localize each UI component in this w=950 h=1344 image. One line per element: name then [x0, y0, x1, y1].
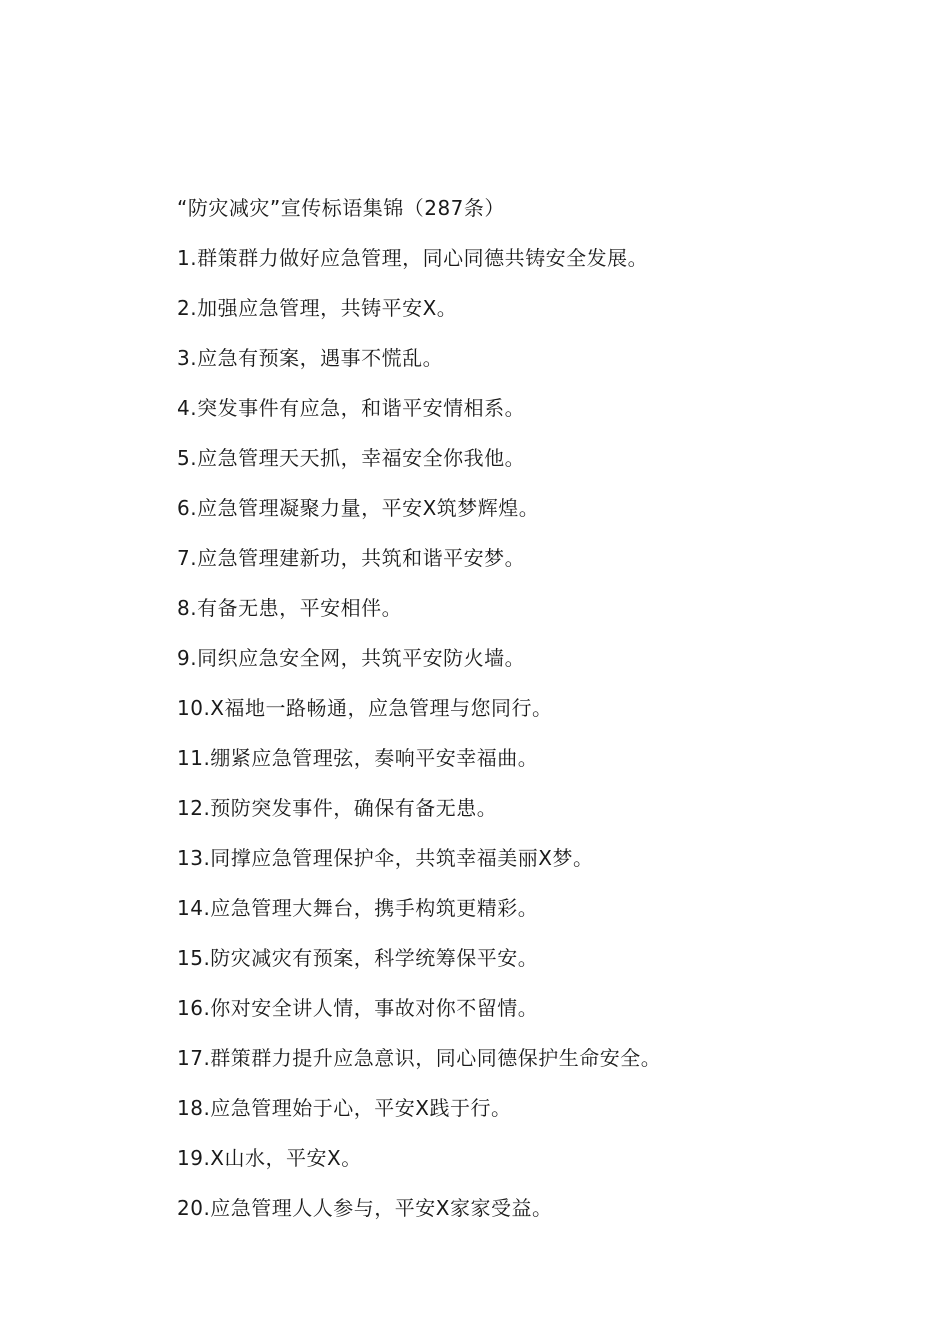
slogan-item: 18.应急管理始于心，平安X践于行。: [177, 1096, 512, 1120]
slogan-item: 2.加强应急管理，共铸平安X。: [177, 296, 458, 320]
slogan-item: 10.X福地一路畅通，应急管理与您同行。: [177, 696, 553, 720]
slogan-item: 19.X山水，平安X。: [177, 1146, 362, 1170]
document-body: [177, 183, 877, 1233]
slogan-item: 12.预防突发事件，确保有备无患。: [177, 796, 498, 820]
slogan-item: 8.有备无患，平安相伴。: [177, 596, 403, 620]
slogan-item: 4.突发事件有应急，和谐平安情相系。: [177, 396, 526, 420]
slogan-item: 17.群策群力提升应急意识，同心同德保护生命安全。: [177, 1046, 662, 1070]
slogan-item: 6.应急管理凝聚力量，平安X筑梦辉煌。: [177, 496, 540, 520]
slogan-item: 3.应急有预案，遇事不慌乱。: [177, 346, 444, 370]
document-title: “防灾减灾”宣传标语集锦（287条）: [177, 196, 505, 220]
slogan-item: 9.同织应急安全网，共筑平安防火墙。: [177, 646, 526, 670]
slogan-item: 20.应急管理人人参与，平安X家家受益。: [177, 1196, 553, 1220]
slogan-item: 15.防灾减灾有预案，科学统筹保平安。: [177, 946, 539, 970]
slogan-item: 7.应急管理建新功，共筑和谐平安梦。: [177, 546, 526, 570]
slogan-item: 11.绷紧应急管理弦，奏响平安幸福曲。: [177, 746, 539, 770]
slogan-item: 1.群策群力做好应急管理，同心同德共铸安全发展。: [177, 246, 649, 270]
slogan-item: 16.你对安全讲人情，事故对你不留情。: [177, 996, 539, 1020]
slogan-item: 14.应急管理大舞台，携手构筑更精彩。: [177, 896, 539, 920]
slogan-item: 13.同撑应急管理保护伞，共筑幸福美丽X梦。: [177, 846, 594, 870]
slogan-item: 5.应急管理天天抓，幸福安全你我他。: [177, 446, 526, 470]
